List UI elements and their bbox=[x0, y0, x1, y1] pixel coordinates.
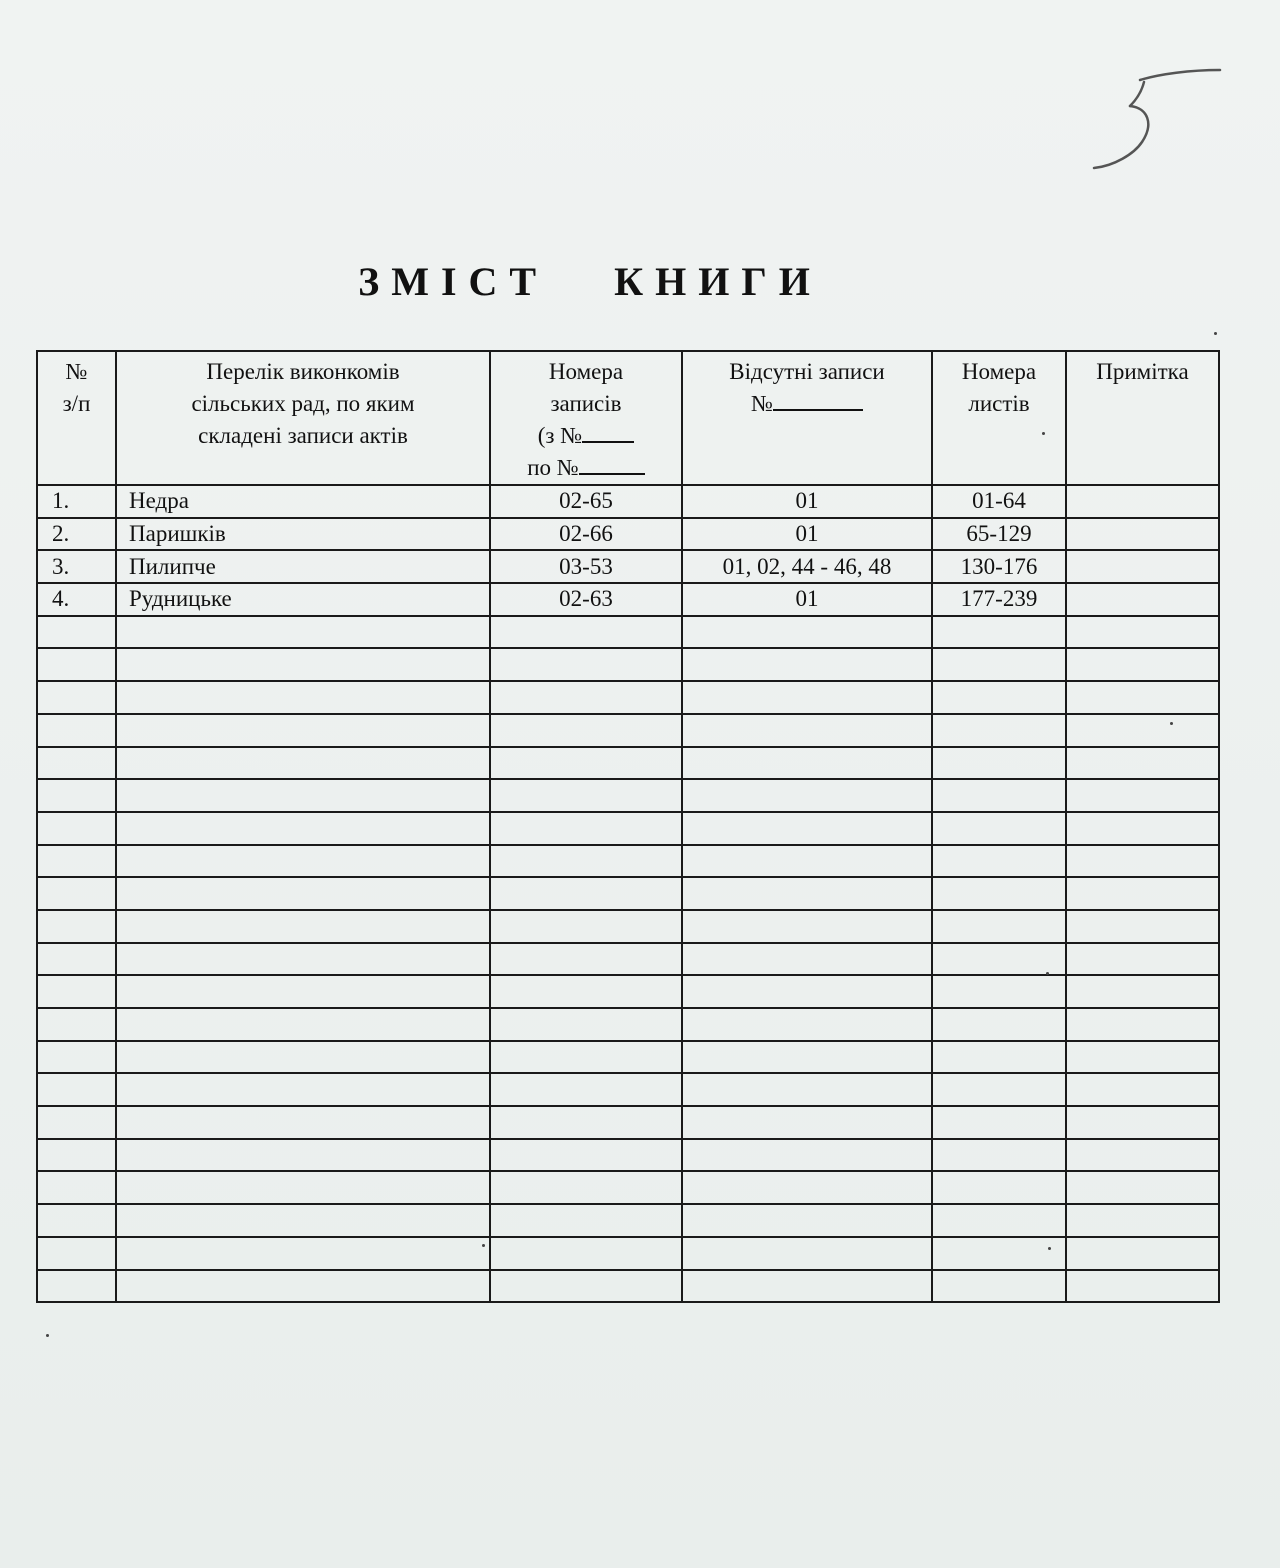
note-cell bbox=[1066, 518, 1219, 551]
empty-cell bbox=[682, 714, 932, 747]
empty-cell bbox=[1066, 1073, 1219, 1106]
empty-cell bbox=[682, 1008, 932, 1041]
empty-table-row bbox=[37, 1008, 1219, 1041]
empty-cell bbox=[932, 1008, 1066, 1041]
council-name: Недра bbox=[116, 485, 490, 518]
empty-table-row bbox=[37, 1270, 1219, 1303]
empty-cell bbox=[932, 1237, 1066, 1270]
empty-cell bbox=[932, 1073, 1066, 1106]
row-number: 3. bbox=[37, 550, 116, 583]
empty-cell bbox=[1066, 616, 1219, 649]
missing-records: 01 bbox=[682, 583, 932, 616]
empty-cell bbox=[116, 1008, 490, 1041]
empty-cell bbox=[37, 1008, 116, 1041]
empty-cell bbox=[490, 877, 682, 910]
empty-cell bbox=[1066, 910, 1219, 943]
empty-table-row bbox=[37, 616, 1219, 649]
note-cell bbox=[1066, 550, 1219, 583]
empty-cell bbox=[37, 1171, 116, 1204]
empty-cell bbox=[1066, 779, 1219, 812]
note-cell bbox=[1066, 485, 1219, 518]
paper-speck bbox=[1046, 972, 1049, 975]
empty-cell bbox=[116, 845, 490, 878]
empty-cell bbox=[490, 1041, 682, 1074]
empty-table-row bbox=[37, 1073, 1219, 1106]
missing-records: 01 bbox=[682, 485, 932, 518]
empty-cell bbox=[37, 616, 116, 649]
empty-cell bbox=[682, 910, 932, 943]
empty-cell bbox=[116, 1204, 490, 1237]
record-range: 02-66 bbox=[490, 518, 682, 551]
empty-cell bbox=[1066, 877, 1219, 910]
empty-cell bbox=[116, 1106, 490, 1139]
empty-cell bbox=[37, 910, 116, 943]
empty-cell bbox=[490, 845, 682, 878]
table-header-row bbox=[37, 351, 1219, 485]
row-number: 1. bbox=[37, 485, 116, 518]
empty-cell bbox=[116, 943, 490, 976]
header-record-numbers: Номера записів (з № по № bbox=[490, 351, 682, 485]
empty-cell bbox=[1066, 975, 1219, 1008]
empty-cell bbox=[932, 812, 1066, 845]
empty-cell bbox=[37, 943, 116, 976]
row-number: 2. bbox=[37, 518, 116, 551]
empty-cell bbox=[116, 779, 490, 812]
empty-cell bbox=[37, 877, 116, 910]
empty-cell bbox=[37, 779, 116, 812]
sheet-range: 177-239 bbox=[932, 583, 1066, 616]
empty-cell bbox=[490, 975, 682, 1008]
empty-cell bbox=[932, 648, 1066, 681]
empty-cell bbox=[682, 779, 932, 812]
empty-cell bbox=[932, 1106, 1066, 1139]
empty-cell bbox=[682, 975, 932, 1008]
empty-cell bbox=[682, 1270, 932, 1303]
empty-cell bbox=[490, 910, 682, 943]
record-range: 02-63 bbox=[490, 583, 682, 616]
empty-cell bbox=[682, 877, 932, 910]
empty-table-row bbox=[37, 910, 1219, 943]
empty-table-row bbox=[37, 1237, 1219, 1270]
empty-cell bbox=[37, 1204, 116, 1237]
empty-cell bbox=[932, 681, 1066, 714]
empty-cell bbox=[932, 1041, 1066, 1074]
empty-table-row bbox=[37, 648, 1219, 681]
empty-cell bbox=[1066, 1270, 1219, 1303]
header-note: Примітка bbox=[1066, 351, 1219, 485]
sheet-range: 130-176 bbox=[932, 550, 1066, 583]
paper-speck bbox=[46, 1334, 49, 1337]
empty-table-row bbox=[37, 975, 1219, 1008]
empty-cell bbox=[116, 1171, 490, 1204]
empty-cell bbox=[490, 1270, 682, 1303]
empty-cell bbox=[1066, 714, 1219, 747]
empty-cell bbox=[116, 616, 490, 649]
table-row bbox=[37, 485, 1219, 518]
empty-cell bbox=[116, 910, 490, 943]
empty-cell bbox=[682, 943, 932, 976]
empty-cell bbox=[682, 747, 932, 780]
empty-cell bbox=[37, 714, 116, 747]
empty-cell bbox=[37, 1041, 116, 1074]
empty-cell bbox=[490, 648, 682, 681]
empty-cell bbox=[37, 681, 116, 714]
empty-cell bbox=[116, 975, 490, 1008]
council-name: Рудницьке bbox=[116, 583, 490, 616]
missing-records: 01 bbox=[682, 518, 932, 551]
contents-table bbox=[36, 350, 1220, 1303]
empty-cell bbox=[490, 1139, 682, 1172]
empty-table-row bbox=[37, 1171, 1219, 1204]
header-missing-records: Відсутні записи № bbox=[682, 351, 932, 485]
empty-cell bbox=[682, 648, 932, 681]
empty-cell bbox=[682, 1171, 932, 1204]
empty-cell bbox=[490, 1073, 682, 1106]
empty-table-row bbox=[37, 714, 1219, 747]
empty-cell bbox=[490, 1106, 682, 1139]
header-council-list: Перелік виконкомів сільських рад, по яким складені записи актів bbox=[116, 351, 490, 485]
empty-cell bbox=[116, 1270, 490, 1303]
empty-cell bbox=[1066, 1008, 1219, 1041]
table-row bbox=[37, 550, 1219, 583]
empty-cell bbox=[490, 812, 682, 845]
paper-speck bbox=[1170, 722, 1173, 725]
empty-cell bbox=[682, 1139, 932, 1172]
table-row bbox=[37, 583, 1219, 616]
empty-cell bbox=[37, 1139, 116, 1172]
empty-cell bbox=[490, 1237, 682, 1270]
empty-cell bbox=[932, 877, 1066, 910]
empty-table-row bbox=[37, 1204, 1219, 1237]
note-cell bbox=[1066, 583, 1219, 616]
empty-cell bbox=[1066, 747, 1219, 780]
empty-table-row bbox=[37, 747, 1219, 780]
empty-cell bbox=[37, 747, 116, 780]
empty-cell bbox=[37, 1106, 116, 1139]
empty-cell bbox=[490, 681, 682, 714]
empty-cell bbox=[1066, 812, 1219, 845]
empty-cell bbox=[1066, 1139, 1219, 1172]
empty-cell bbox=[932, 845, 1066, 878]
header-number: № з/п bbox=[37, 351, 116, 485]
missing-records: 01, 02, 44 - 46, 48 bbox=[682, 550, 932, 583]
empty-cell bbox=[116, 1073, 490, 1106]
sheet-range: 65-129 bbox=[932, 518, 1066, 551]
header-sheet-numbers: Номера листів bbox=[932, 351, 1066, 485]
empty-cell bbox=[1066, 648, 1219, 681]
table-row bbox=[37, 518, 1219, 551]
empty-cell bbox=[682, 812, 932, 845]
empty-cell bbox=[116, 648, 490, 681]
empty-cell bbox=[932, 616, 1066, 649]
empty-cell bbox=[682, 1237, 932, 1270]
empty-cell bbox=[37, 1237, 116, 1270]
page-title: ЗМІСТ КНИГИ bbox=[358, 259, 822, 304]
empty-cell bbox=[1066, 845, 1219, 878]
empty-cell bbox=[932, 910, 1066, 943]
empty-cell bbox=[682, 1106, 932, 1139]
empty-cell bbox=[116, 681, 490, 714]
empty-cell bbox=[490, 616, 682, 649]
empty-cell bbox=[490, 779, 682, 812]
empty-table-row bbox=[37, 1106, 1219, 1139]
empty-cell bbox=[116, 1041, 490, 1074]
handwritten-folio-number bbox=[1080, 62, 1230, 182]
paper-speck bbox=[1214, 332, 1217, 335]
empty-cell bbox=[932, 1204, 1066, 1237]
empty-cell bbox=[490, 1204, 682, 1237]
empty-table-row bbox=[37, 845, 1219, 878]
empty-cell bbox=[37, 648, 116, 681]
council-name: Паришків bbox=[116, 518, 490, 551]
empty-cell bbox=[490, 747, 682, 780]
empty-cell bbox=[932, 779, 1066, 812]
empty-cell bbox=[932, 1139, 1066, 1172]
empty-cell bbox=[1066, 1041, 1219, 1074]
empty-cell bbox=[682, 845, 932, 878]
empty-cell bbox=[1066, 943, 1219, 976]
empty-cell bbox=[1066, 1237, 1219, 1270]
empty-cell bbox=[682, 681, 932, 714]
empty-cell bbox=[37, 1073, 116, 1106]
empty-cell bbox=[1066, 681, 1219, 714]
empty-cell bbox=[116, 1237, 490, 1270]
empty-cell bbox=[116, 714, 490, 747]
empty-cell bbox=[116, 812, 490, 845]
empty-cell bbox=[932, 975, 1066, 1008]
empty-cell bbox=[490, 943, 682, 976]
empty-cell bbox=[1066, 1204, 1219, 1237]
empty-cell bbox=[932, 943, 1066, 976]
empty-cell bbox=[116, 1139, 490, 1172]
empty-cell bbox=[682, 1073, 932, 1106]
record-range: 02-65 bbox=[490, 485, 682, 518]
paper-speck bbox=[1048, 1247, 1051, 1250]
empty-cell bbox=[932, 1270, 1066, 1303]
empty-table-row bbox=[37, 943, 1219, 976]
paper-speck bbox=[482, 1244, 485, 1247]
empty-table-row bbox=[37, 1139, 1219, 1172]
empty-table-row bbox=[37, 681, 1219, 714]
record-range: 03-53 bbox=[490, 550, 682, 583]
empty-cell bbox=[682, 616, 932, 649]
row-number: 4. bbox=[37, 583, 116, 616]
empty-cell bbox=[682, 1204, 932, 1237]
empty-cell bbox=[932, 1171, 1066, 1204]
empty-cell bbox=[37, 1270, 116, 1303]
empty-cell bbox=[490, 714, 682, 747]
empty-table-row bbox=[37, 1041, 1219, 1074]
empty-cell bbox=[116, 877, 490, 910]
empty-table-row bbox=[37, 877, 1219, 910]
empty-cell bbox=[37, 845, 116, 878]
empty-cell bbox=[932, 714, 1066, 747]
empty-cell bbox=[37, 812, 116, 845]
empty-table-row bbox=[37, 812, 1219, 845]
empty-cell bbox=[682, 1041, 932, 1074]
sheet-range: 01-64 bbox=[932, 485, 1066, 518]
paper-speck bbox=[1042, 432, 1045, 435]
empty-cell bbox=[116, 747, 490, 780]
empty-cell bbox=[1066, 1106, 1219, 1139]
empty-cell bbox=[1066, 1171, 1219, 1204]
empty-cell bbox=[932, 747, 1066, 780]
empty-cell bbox=[490, 1171, 682, 1204]
council-name: Пилипче bbox=[116, 550, 490, 583]
empty-cell bbox=[37, 975, 116, 1008]
empty-cell bbox=[490, 1008, 682, 1041]
empty-table-row bbox=[37, 779, 1219, 812]
